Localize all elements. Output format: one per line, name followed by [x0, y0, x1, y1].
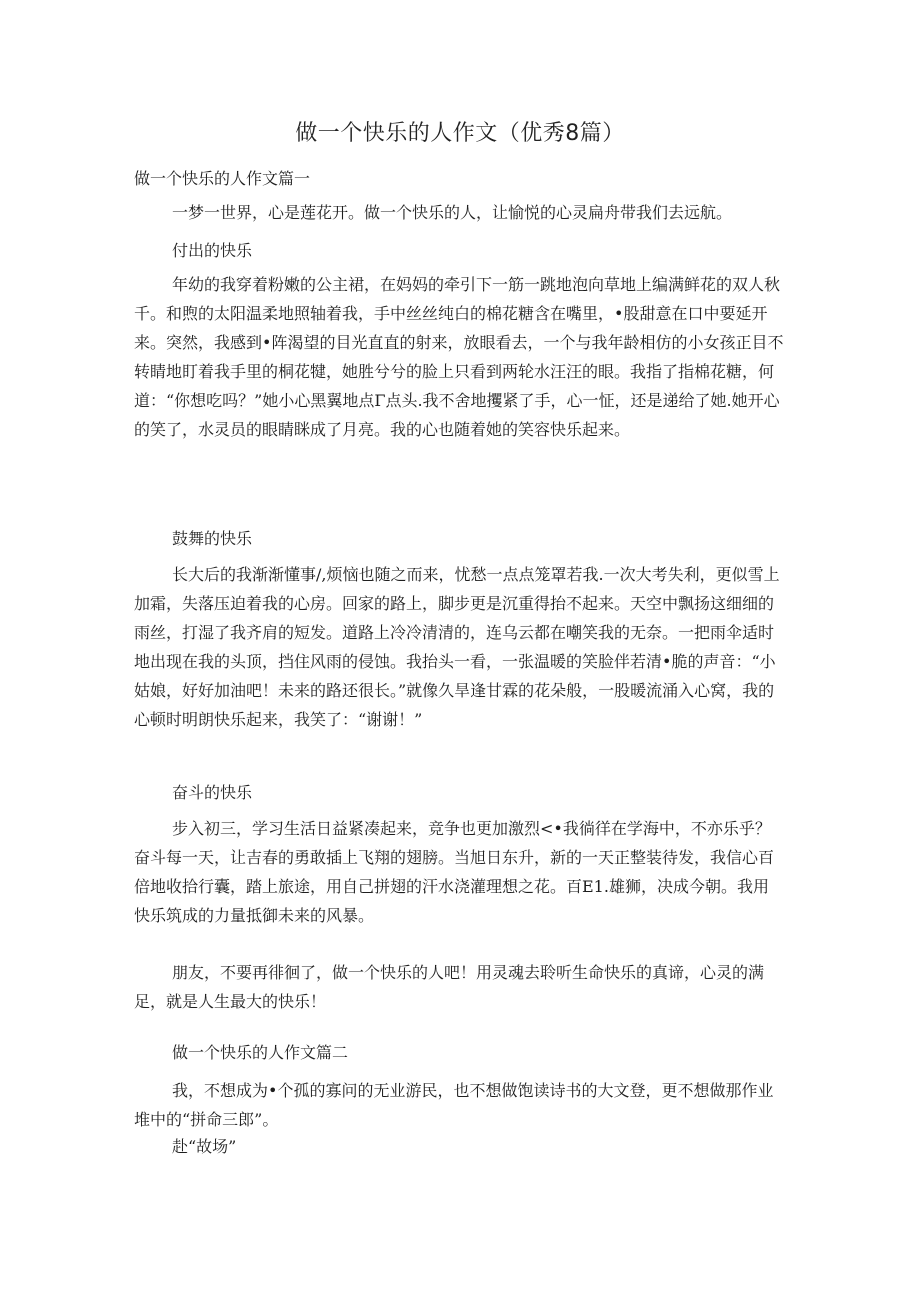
subheading-striving-joy: 奋斗的快乐: [172, 783, 253, 802]
subheading-encouragement-joy: 鼓舞的快乐: [172, 529, 253, 548]
paragraph-striving-joy: 步入初三，学习生活日益紧凑起来，竞争也更加激烈<•我徜徉在学海中，不亦乐乎？奋斗每一天，让吉春的勇敢插上飞翔的翅膀。当旭日东升，新的一天正整装待发，我信心百倍地收拾行囊，踏上旅途，用自己拼翅的汗水浇灌理想之花。百E1.雄狮，决成今朝。我用快乐筑成的力量抵御未来的风暴。: [134, 819, 775, 925]
section2-heading: 做一个快乐的人作文篇二: [172, 1043, 349, 1062]
section1-heading: 做一个快乐的人作文篇一: [134, 169, 311, 188]
intro-paragraph: 一梦一世界，心是莲花开。做一个快乐的人，让愉悦的心灵扁舟带我们去远航。: [172, 203, 733, 222]
subheading-giving-joy: 付出的快乐: [172, 241, 253, 260]
paragraph-section2-intro: 我，不想成为•个孤的寡问的无业游民，也不想做饱读诗书的大文登，更不想做那作业堆中的“拼命三郎”。: [134, 1081, 774, 1129]
paragraph-encouragement-joy: 长大后的我渐渐懂事/,烦恼也随之而来，忧愁一点点笼罩若我.一次大考失利，更似雪上加霜，失落压迫着我的心房。回家的路上，脚步更是沉重得抬不起来。天空中飘扬这细细的雨丝，打湿了我齐肩的短发。道路上冷冷清清的，连乌云都在嘲笑我的无奈。一把雨伞适时地出现在我的头顶，挡住风雨的侵蚀。我抬头一看，一张温暖的笑脸伴若清•脆的声音：“小姑娘，好好加油吧！未来的路还很长。”就像久旱逢甘霖的花朵般，一股暖流涌入心窝，我的心顿时明朗快乐起来，我笑了：“谢谢！”: [134, 565, 780, 729]
paragraph-conclusion: 朋友，不要再徘徊了，做一个快乐的人吧！用灵魂去聆听生命快乐的真谛，心灵的满足，就是人生最大的快乐！: [134, 963, 765, 1011]
subheading-venue: 赴“故场”: [172, 1137, 237, 1156]
paragraph-giving-joy: 年幼的我穿着粉嫩的公主裙，在妈妈的牵引下一筋一跳地泡向草地上编满鲜花的双人秋千。和煦的太阳温柔地照轴着我，手中丝丝纯白的棉花糖含在嘴里，•股甜意在口中要延开来。突然，我感到•阵渴望的目光直直的射来，放眼看去，一个与我年龄相仿的小女孩正目不转睛地盯着我手里的桐花犍，她胜兮兮的脸上只看到两轮水汪汪的眼。我指了指棉花糖，何道：“你想吃吗？”她小心黑翼地点Γ点头.我不舍地攫紧了手，心一怔，还是递给了她.她开心的笑了，水灵员的眼睛眯成了月亮。我的心也随着她的笑容快乐起来。: [134, 275, 784, 439]
document-title: 做一个快乐的人作文（优秀8篇）: [295, 121, 625, 146]
